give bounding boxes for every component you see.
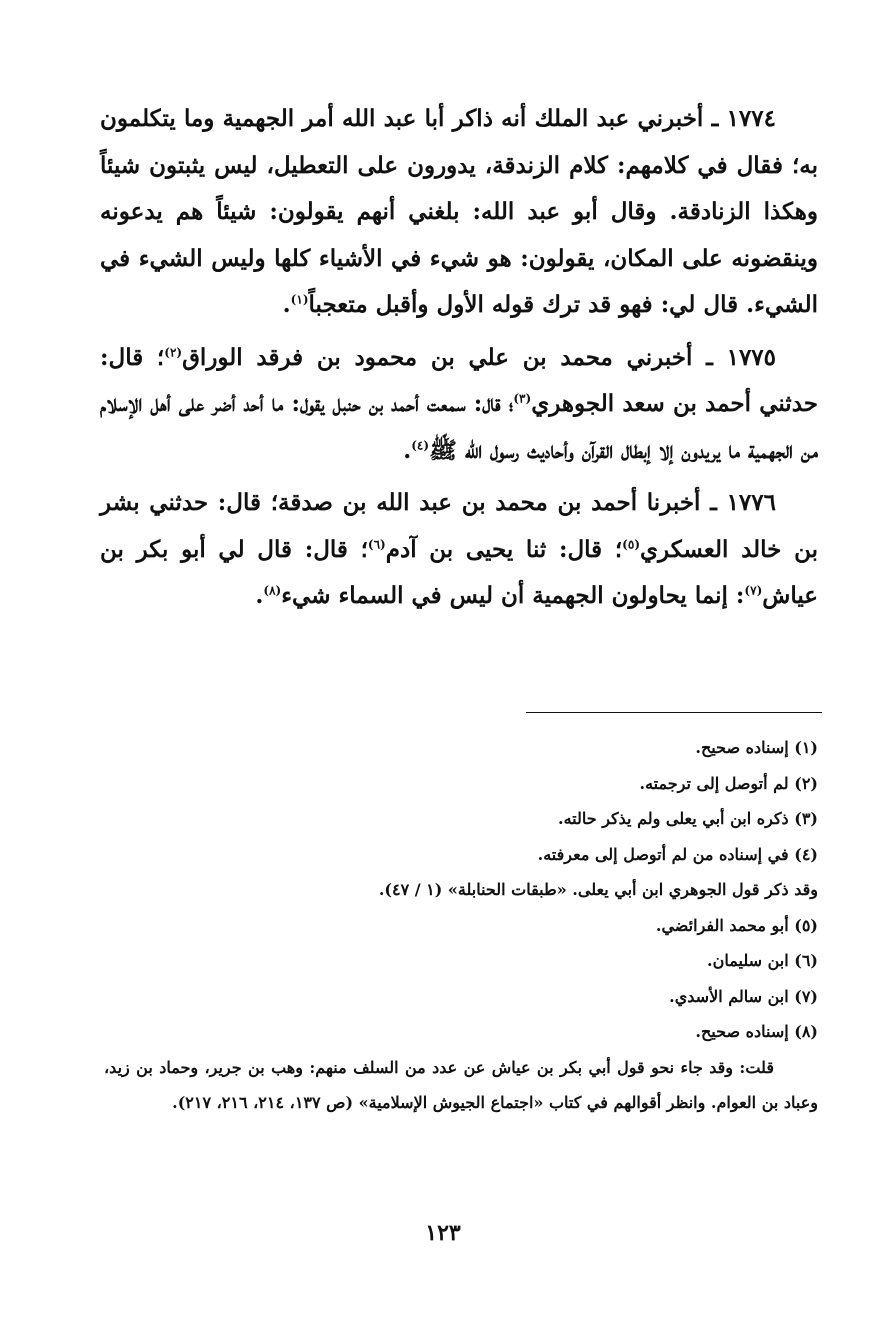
paragraph-1776 <box>100 480 818 620</box>
footnote-reference: (٨) <box>263 583 282 598</box>
footnote-1 <box>104 730 818 766</box>
paragraph-number: ١٧٧٤ <box>726 105 776 132</box>
footnote-text: في إسناده من لم أتوصل إلى معرفته. <box>537 844 789 864</box>
footnote-text: إسناده صحيح. <box>695 1022 789 1041</box>
footnote-text: لم أتوصل إلى ترجمته. <box>639 773 789 793</box>
footnote-reference: (٤) <box>411 437 430 452</box>
footnote-marker: (٦) <box>794 951 818 970</box>
paragraph-number: ١٧٧٦ <box>726 489 776 516</box>
footnote-4-continuation <box>104 872 818 908</box>
footnote-reference: (٢) <box>164 344 183 359</box>
paragraph-text: . <box>255 582 264 609</box>
footnote-2 <box>104 766 818 802</box>
paragraph-text: : إنما يحاولون الجهمية أن ليس في السماء شيء <box>281 582 745 609</box>
footnote-8 <box>104 1014 818 1050</box>
footnote-7 <box>104 979 818 1015</box>
paragraph-text: ؛ قال: ثنا يحيى بن آدم <box>385 535 623 563</box>
editor-comment: قلت: وقد جاء نحو قول أبي بكر بن عياش عن عدد من السلف منهم: وهب بن جرير، وحماد بن زيد، وعباد بن العوام. وانظر أقوالهم في كتاب «اجتماع الجيوش الإسلامية» (ص ١٣٧، ٢١٤، ٢١٦، ٢١٧). <box>104 1057 818 1112</box>
paragraph-1775 <box>100 335 818 475</box>
footnote-text: ذكره ابن أبي يعلى ولم يذكر حالته. <box>558 809 789 828</box>
footnote-marker: (٢) <box>794 773 818 793</box>
footnote-text: وقد ذكر قول الجوهري ابن أبي يعلى. «طبقات الحنابلة» (١ / ٤٧). <box>378 880 818 899</box>
footnote-reference: (١) <box>290 292 309 307</box>
footnotes <box>104 730 818 1120</box>
paragraph-text: . <box>282 291 291 318</box>
main-text <box>100 96 818 626</box>
footnote-text: أبو محمد الفرائضي. <box>655 915 789 935</box>
footnote-5 <box>104 908 818 944</box>
footnote-reference: (٦) <box>367 536 386 551</box>
footnote-marker: (٨) <box>794 1022 818 1041</box>
paragraph-number: ١٧٧٥ <box>726 343 777 371</box>
footnote-marker: (٧) <box>794 986 818 1006</box>
footnote-4 <box>104 837 818 873</box>
paragraph-text: ؛ قال: سمعت أحمد بن حنبل يقول: ما أحد أضر على أهل الإسلام من الجهمية ما يريدون إلا إبطال القرآن وأحاديث رسول الله ﷺ <box>100 390 818 464</box>
footnote-text: ابن سليمان. <box>707 951 789 970</box>
paragraph-text: ـ أخبرني محمد بن علي بن محمود بن فرقد الوراق <box>182 343 727 371</box>
footnote-marker: (٥) <box>794 915 818 935</box>
footnote-marker: (٣) <box>794 809 818 828</box>
footnote-text: ابن سالم الأسدي. <box>669 986 789 1006</box>
page-number: ١٢٣ <box>425 1220 461 1246</box>
footnote-separator <box>526 712 822 713</box>
footnote-text: إسناده صحيح. <box>695 738 789 757</box>
footnote-marker: (١) <box>794 738 818 757</box>
paragraph-text: ؛ قال: قال لي أبو بكر بن عياش <box>100 535 818 609</box>
footnote-3 <box>104 801 818 837</box>
footnote-6 <box>104 943 818 979</box>
paragraph-text: ـ أخبرنا أحمد بن محمد بن عبد الله بن صدقة؛ قال: حدثني بشر بن خالد العسكري <box>100 489 818 563</box>
footnote-marker: (٤) <box>794 844 818 864</box>
paragraph-text: ـ أخبرني عبد الملك أنه ذاكر أبا عبد الله أمر الجهمية وما يتكلمون به؛ فقال في كلامهم: كلام الزندقة، يدورون على التعطيل، ليس يثبتون شيئاً وهكذا الزنادقة. وقال أبو عبد الله: بلغني أنهم يقولون: شيئاً هم يدعونه وينقضونه على المكان، يقولون: هو شيء في الأشياء كلها وليس الشيء في الشيء. قال لي: فهو قد ترك قوله الأول وأقبل متعجباً <box>100 105 818 318</box>
footnote-reference: (٥) <box>622 536 640 551</box>
footnote-reference: (٣) <box>513 391 532 406</box>
paragraph-text: . <box>403 436 412 464</box>
footnote-reference: (٧) <box>744 583 763 598</box>
paragraph-1774 <box>100 96 818 329</box>
paragraph-text: ؛ قال: حدثني أحمد بن سعد الجوهري <box>100 343 819 417</box>
